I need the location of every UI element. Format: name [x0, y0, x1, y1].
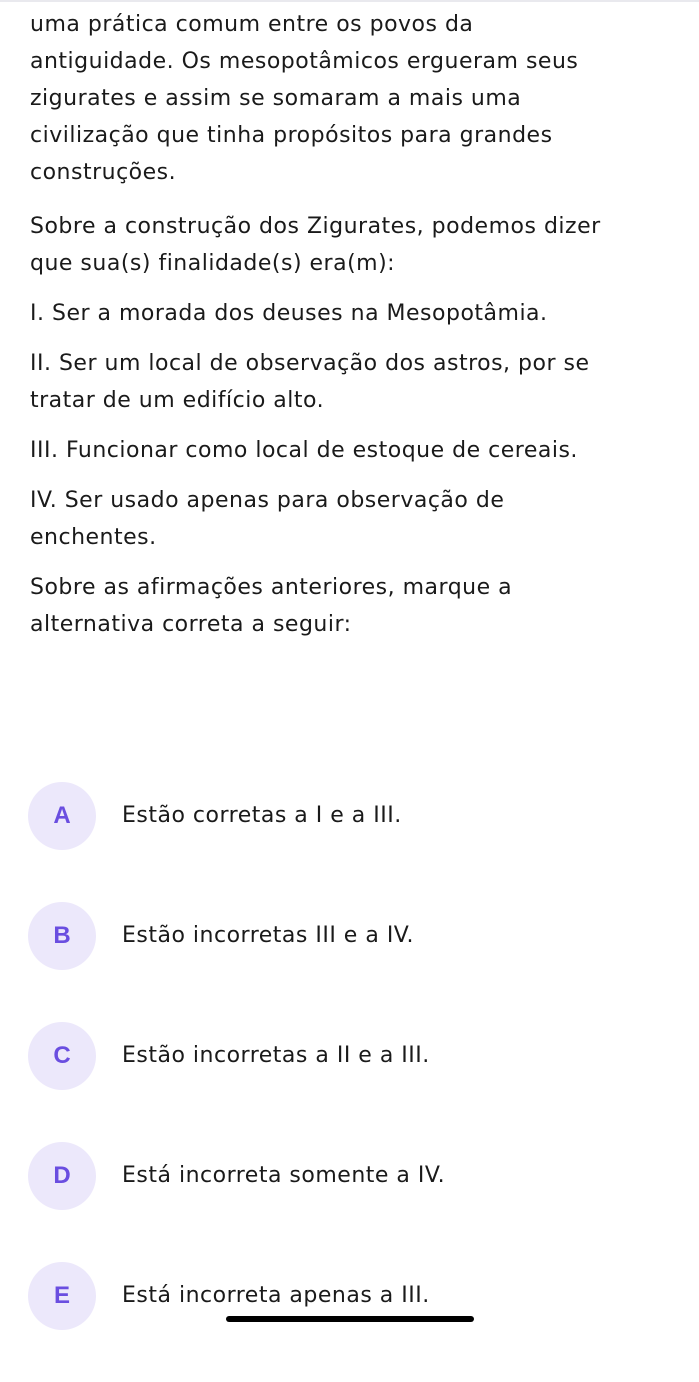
option-text: Está incorreta apenas a III.: [122, 1283, 430, 1308]
statement-i: [30, 295, 690, 332]
option-a[interactable]: [28, 782, 688, 902]
question-prompt: [30, 208, 690, 282]
intro-line: civilização que tinha propósitos para grandes: [30, 123, 553, 148]
option-b[interactable]: [28, 902, 688, 1022]
instruction-line: Sobre as afirmações anteriores, marque a: [30, 575, 513, 600]
statement-line: tratar de um edifício alto.: [30, 388, 325, 413]
statement-iii: [30, 432, 690, 469]
intro-line: zigurates e assim se somaram a mais uma: [30, 86, 522, 111]
option-letter-badge: B: [28, 902, 96, 970]
prompt-line: que sua(s) finalidade(s) era(m):: [30, 251, 396, 276]
intro-line: antiguidade. Os mesopotâmicos ergueram seus: [30, 49, 579, 74]
statement-line: III. Funcionar como local de estoque de cereais.: [30, 438, 578, 463]
top-edge-divider: [0, 0, 699, 2]
statement-line: II. Ser um local de observação dos astros, por se: [30, 351, 590, 376]
statement-line: enchentes.: [30, 525, 157, 550]
intro-line: uma prática comum entre os povos da: [30, 12, 474, 37]
question-instruction: [30, 569, 690, 643]
home-indicator[interactable]: [226, 1316, 474, 1322]
option-text: Estão corretas a I e a III.: [122, 803, 402, 828]
statement-ii: [30, 345, 690, 419]
intro-line: construções.: [30, 160, 177, 185]
statement-iv: [30, 482, 690, 556]
answer-options: [28, 782, 688, 1382]
option-text: Estão incorretas III e a IV.: [122, 923, 415, 948]
option-d[interactable]: [28, 1142, 688, 1262]
option-text: Estão incorretas a II e a III.: [122, 1043, 430, 1068]
prompt-line: Sobre a construção dos Zigurates, podemos dizer: [30, 214, 601, 239]
question-intro: [30, 6, 690, 191]
statement-line: I. Ser a morada dos deuses na Mesopotâmia.: [30, 301, 548, 326]
option-c[interactable]: [28, 1022, 688, 1142]
option-letter-badge: A: [28, 782, 96, 850]
option-letter-badge: E: [28, 1262, 96, 1330]
option-letter-badge: D: [28, 1142, 96, 1210]
instruction-line: alternativa correta a seguir:: [30, 612, 352, 637]
option-e[interactable]: [28, 1262, 688, 1382]
statement-line: IV. Ser usado apenas para observação de: [30, 488, 505, 513]
option-letter-badge: C: [28, 1022, 96, 1090]
question-body: [30, 6, 690, 643]
option-text: Está incorreta somente a IV.: [122, 1163, 446, 1188]
